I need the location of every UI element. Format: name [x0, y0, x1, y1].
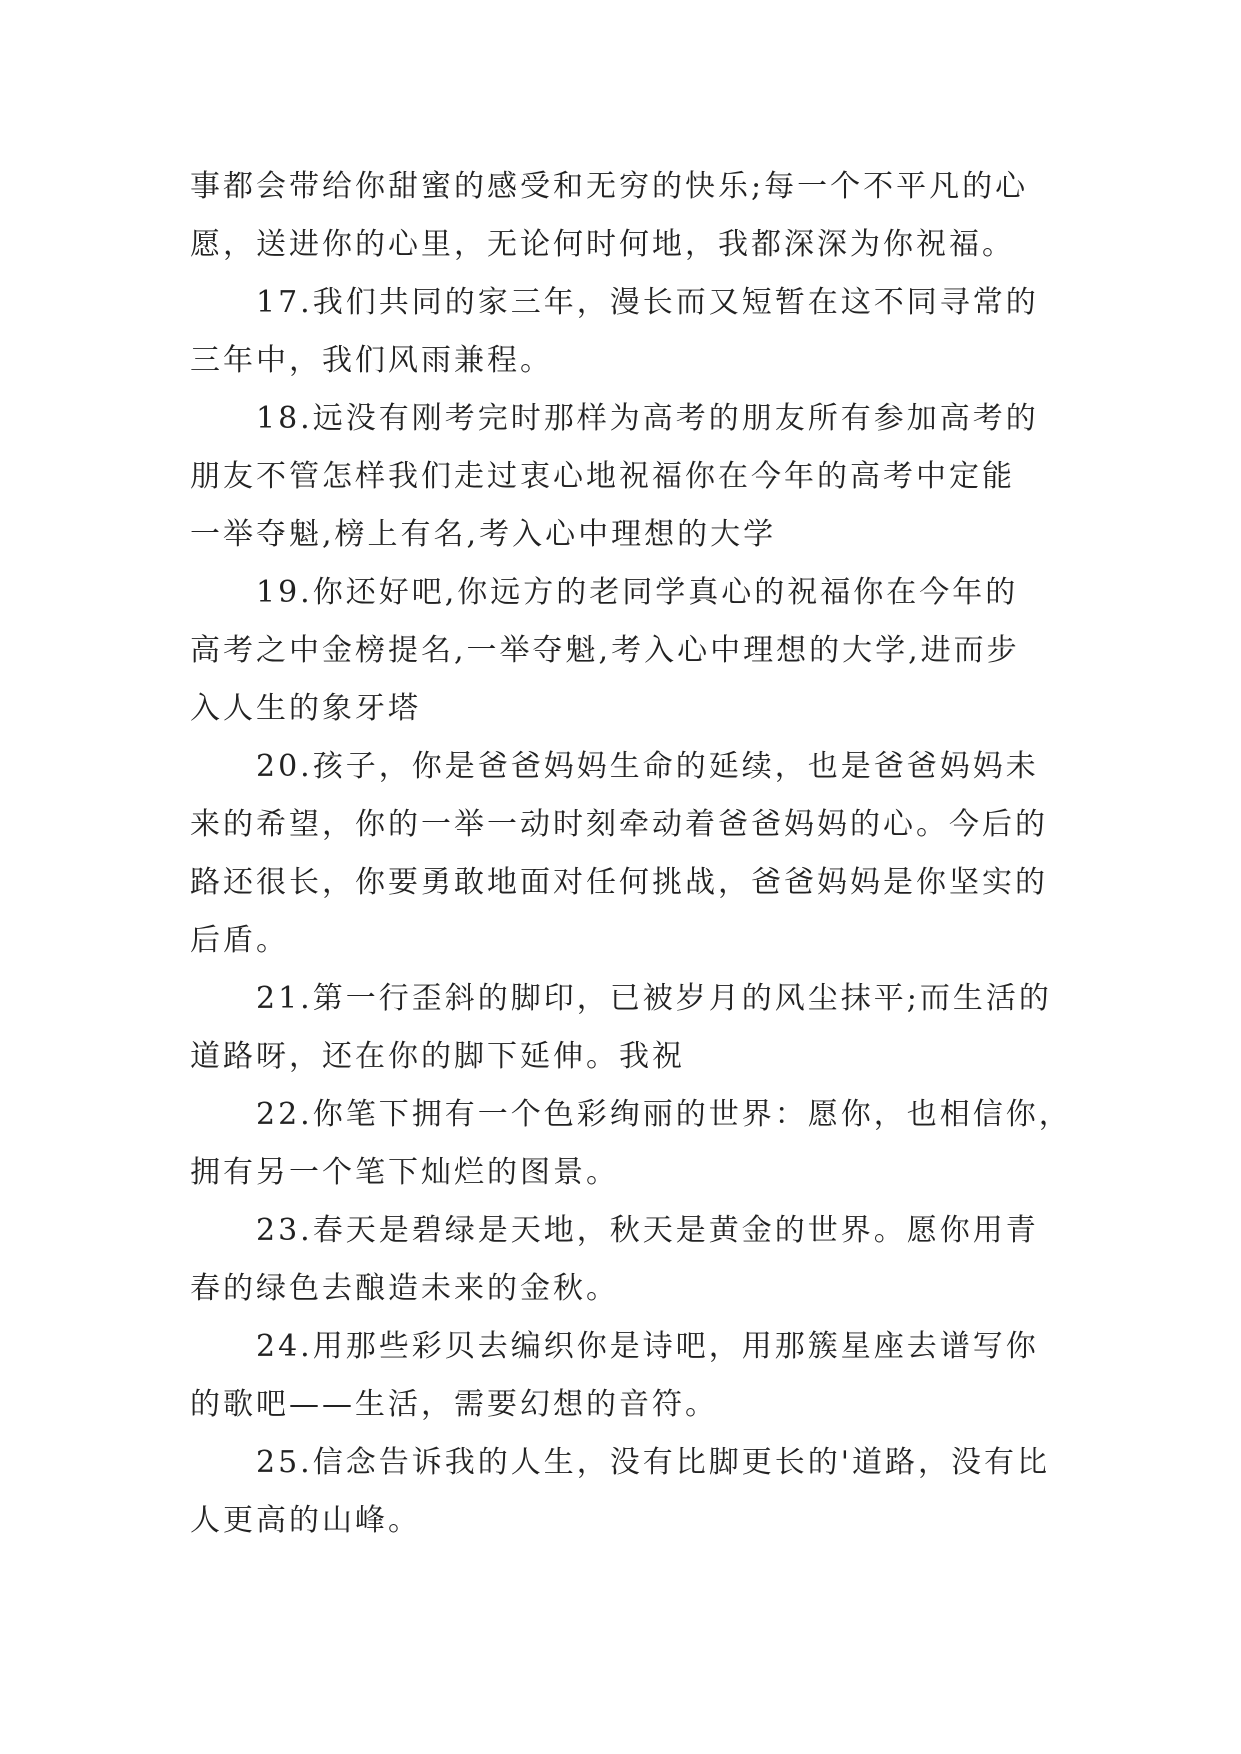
item-22-line-1: 22.你笔下拥有一个色彩绚丽的世界：愿你，也相信你， — [256, 1097, 1072, 1132]
text-line: 朋友不管怎样我们走过衷心地祝福你在今年的高考中定能 — [190, 459, 1015, 494]
text-line: 愿，送进你的心里，无论何时何地，我都深深为你祝福。 — [190, 227, 1015, 262]
text-line: 来的希望，你的一举一动时刻牵动着爸爸妈妈的心。今后的 — [190, 807, 1048, 842]
text-line: 入人生的象牙塔 — [190, 691, 421, 726]
text-line: 春的绿色去酿造未来的金秋。 — [190, 1271, 619, 1306]
item-18-line-1: 18.远没有刚考完时那样为高考的朋友所有参加高考的 — [256, 401, 1039, 436]
text-line: 的歌吧——生活，需要幻想的音符。 — [190, 1387, 718, 1422]
item-24-line-1: 24.用那些彩贝去编织你是诗吧，用那簇星座去谱写你 — [256, 1329, 1039, 1364]
text-line: 后盾。 — [190, 923, 289, 958]
text-line: 路还很长，你要勇敢地面对任何挑战，爸爸妈妈是你坚实的 — [190, 865, 1048, 900]
text-line: 事都会带给你甜蜜的感受和无穷的快乐;每一个不平凡的心 — [190, 169, 1029, 204]
item-25-line-1: 25.信念告诉我的人生，没有比脚更长的'道路，没有比 — [256, 1445, 1050, 1480]
item-23-line-1: 23.春天是碧绿是天地，秋天是黄金的世界。愿你用青 — [256, 1213, 1039, 1248]
item-21-line-1: 21.第一行歪斜的脚印，已被岁月的风尘抹平;而生活的 — [256, 981, 1052, 1016]
text-line: 道路呀，还在你的脚下延伸。我祝 — [190, 1039, 685, 1074]
item-17-line-1: 17.我们共同的家三年，漫长而又短暂在这不同寻常的 — [256, 285, 1039, 320]
text-line: 三年中，我们风雨兼程。 — [190, 343, 553, 378]
text-line: 一举夺魁,榜上有名,考入心中理想的大学 — [190, 517, 777, 552]
text-line: 拥有另一个笔下灿烂的图景。 — [190, 1155, 619, 1190]
item-19-line-1: 19.你还好吧,你远方的老同学真心的祝福你在今年的 — [256, 575, 1019, 610]
text-line: 人更高的山峰。 — [190, 1503, 421, 1538]
item-20-line-1: 20.孩子，你是爸爸妈妈生命的延续，也是爸爸妈妈未 — [256, 749, 1039, 784]
body-text — [190, 158, 1072, 1550]
text-line: 高考之中金榜提名,一举夺魁,考入心中理想的大学,进而步 — [190, 633, 1020, 668]
